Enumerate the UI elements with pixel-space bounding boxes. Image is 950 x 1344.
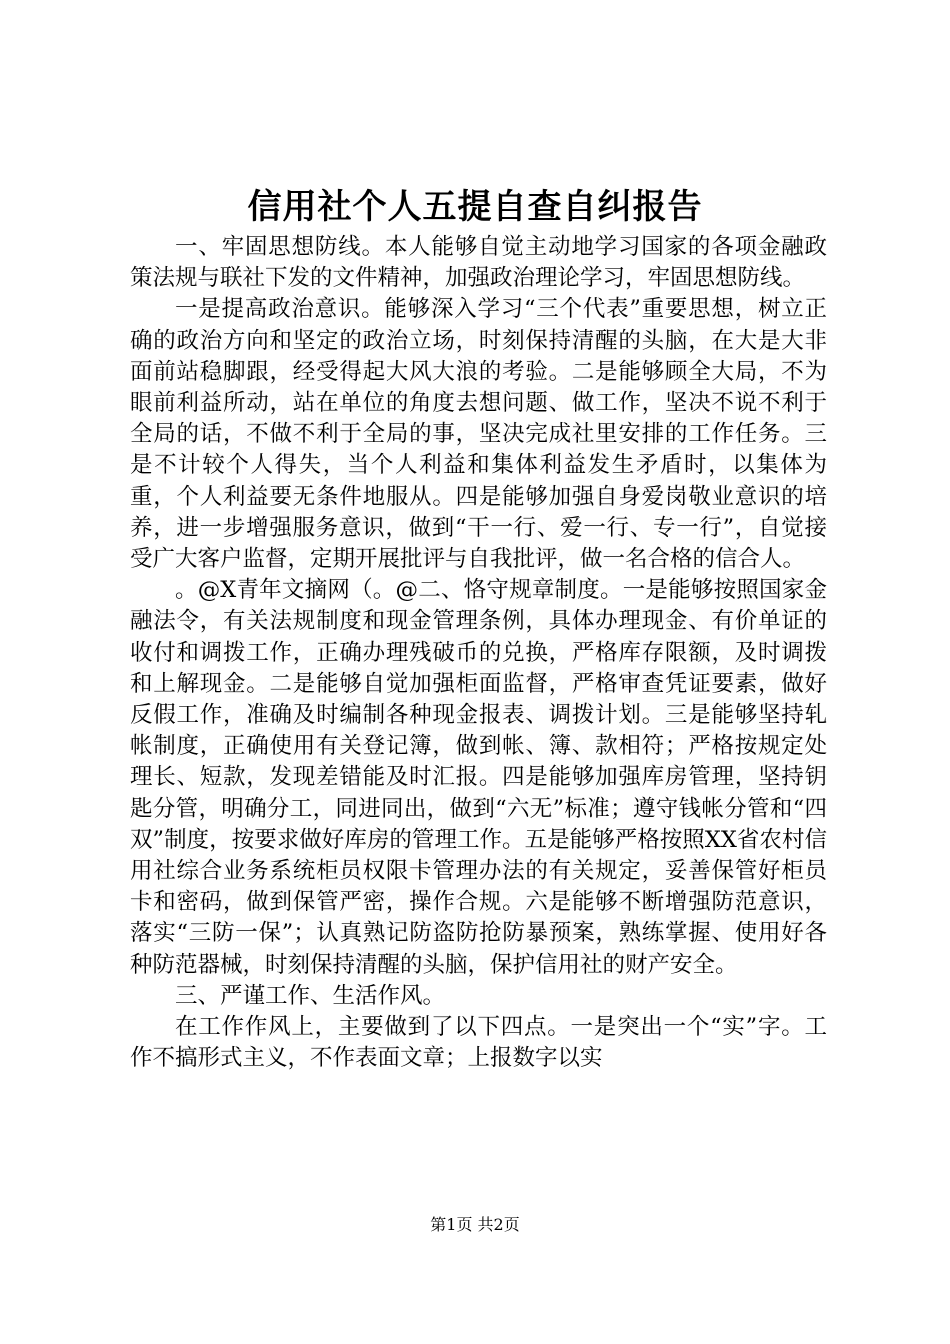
paragraph-2: 一是提高政治意识。能够深入学习“三个代表”重要思想，树立正确的政治方向和坚定的政治立场，时刻保持清醒的头脑，在大是大非面前站稳脚跟，经受得起大风大浪的考验。二是能够顾全大局，不为眼前利益所动，站在单位的角度去想问题、做工作，坚决不说不利于全局的话，不做不利于全局的事，坚决完成社里安排的工作任务。三是不计较个人得失，当个人利益和集体利益发生矛盾时，以集体为重，个人利益要无条件地服从。四是能够加强自身爱岗敬业意识的培养，进一步增强服务意识，做到“干一行、爱一行、专一行”，自觉接受广大客户监督，定期开展批评与自我批评，做一名合格的信合人。: [130, 296, 827, 573]
document-body: [130, 232, 827, 1074]
paragraph-5: 在工作作风上，主要做到了以下四点。一是突出一个“实”字。工作不搞形式主义，不作表面文章；上报数字以实: [130, 1014, 827, 1072]
paragraph-1: 一、牢固思想防线。本人能够自觉主动地学习国家的各项金融政策法规与联社下发的文件精神，加强政治理论学习，牢固思想防线。: [130, 234, 827, 292]
paragraph-4: 三、严谨工作、生活作风。: [175, 982, 446, 1009]
document-title: 信用社个人五提自查自纠报告: [247, 187, 703, 227]
page-footer: 第1页 共2页: [430, 1215, 520, 1234]
paragraph-3: 。@X青年文摘网（。@二、恪守规章制度。一是能够按照国家金融法令，有关法规制度和现金管理条例，具体办理现金、有价单证的收付和调拨工作，正确办理残破币的兑换，严格库存限额，及时调拨和上解现金。二是能够自觉加强柜面监督，严格审查凭证要素，做好反假工作，准确及时编制各种现金报表、调拨计划。三是能够坚持轧帐制度，正确使用有关登记簿，做到帐、簿、款相符；严格按规定处理长、短款，发现差错能及时汇报。四是能够加强库房管理，坚持钥匙分管，明确分工，同进同出，做到“六无”标准；遵守钱帐分管和“四双”制度，按要求做好库房的管理工作。五是能够严格按照XX省农村信用社综合业务系统柜员权限卡管理办法的有关规定，妥善保管好柜员卡和密码，做到保管严密，操作合规。六是能够不断增强防范意识，落实“三防一保”；认真熟记防盗防抢防暴预案，熟练掌握、使用好各种防范器械，时刻保持清醒的头脑，保护信用社的财产安全。: [130, 577, 827, 978]
